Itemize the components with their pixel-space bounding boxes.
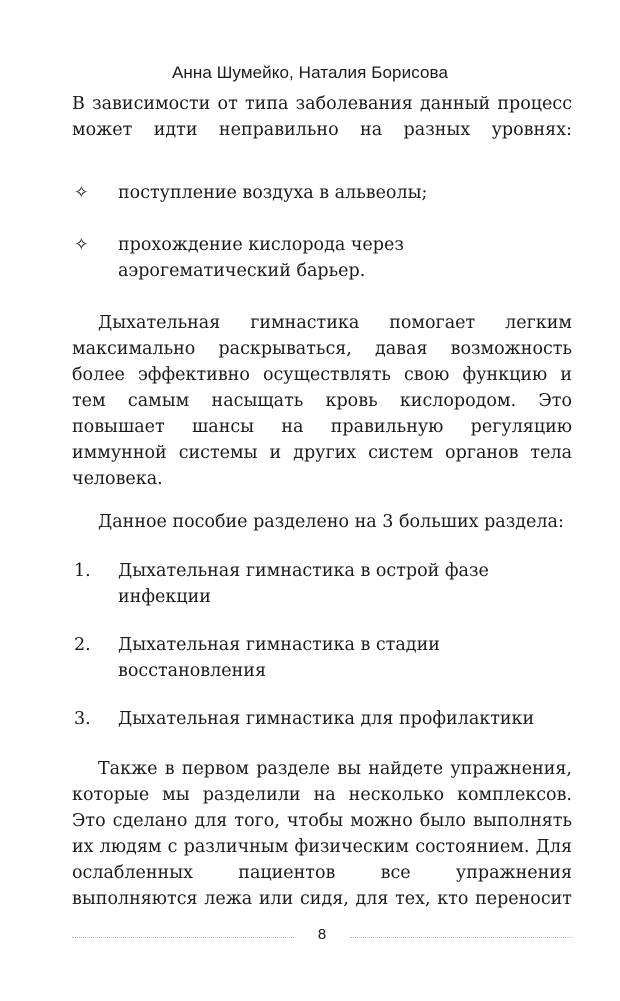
section-title: Дыхательная гимнастика для профилактики <box>118 709 535 729</box>
diamond-star-icon: ✧ <box>74 183 89 203</box>
sections-intro-paragraph: Данное пособие разделено на 3 больших раздела: <box>98 512 564 532</box>
intro-paragraph: В зависимости от типа заболевания данный процесс может идти неправильно на разных уровнях: <box>72 94 572 140</box>
section-list-item <box>74 632 476 684</box>
running-header-authors: Анна Шумейко, Наталия Борисова <box>171 63 449 82</box>
diamond-star-icon: ✧ <box>74 235 89 255</box>
list-item-text: прохождение кислорода через аэрогематический барьер. <box>118 235 404 281</box>
section-title: Дыхательная гимнастика в стадии восстановления <box>118 635 440 681</box>
gymnastics-paragraph: Дыхательная гимнастика помогает легким максимально раскрываться, давая возможность более эффективно осуществлять свою функцию и тем самым насыщать кровь кислородом. Это повышает шансы на правильную регуляцию иммунной системы и других систем органов тела человека. <box>72 313 572 489</box>
list-item-text: поступление воздуха в альвеолы; <box>118 183 428 203</box>
section-list-item <box>74 558 516 610</box>
page-footer <box>72 926 572 946</box>
page-number: 8 <box>317 926 327 943</box>
list-number: 1. <box>74 561 91 581</box>
exercises-paragraph: Также в первом разделе вы найдете упражнения, которые мы разделили на несколько комплексов. Это сделано для того, чтобы можно было выполнять их людям с различным физическим состоянием. Для ослабленных пациентов все упражнения выполняются лежа или сидя, для тех, кто переносит <box>72 759 572 909</box>
list-number: 3. <box>74 709 91 729</box>
list-item <box>74 232 526 284</box>
footer-divider-right <box>350 937 572 938</box>
list-item <box>74 180 556 206</box>
list-number: 2. <box>74 635 91 655</box>
section-title: Дыхательная гимнастика в острой фазе инфекции <box>118 561 489 607</box>
section-list-item <box>74 706 576 732</box>
